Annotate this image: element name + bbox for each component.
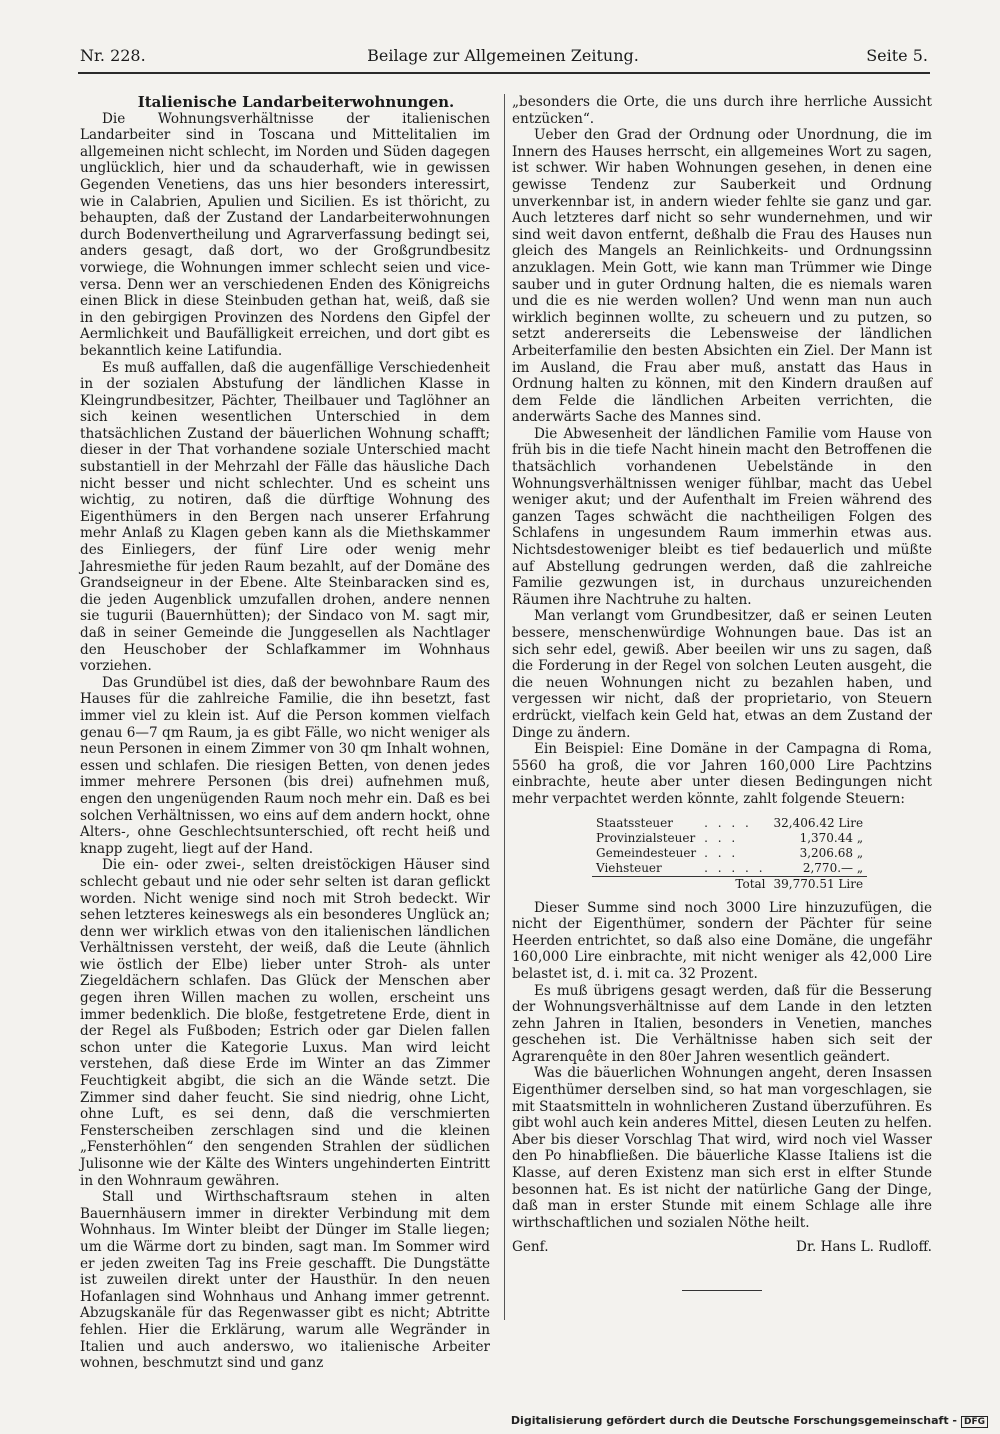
paragraph: Was die bäuerlichen Wohnungen angeht, deren Insassen Eigenthümer derselben sind, so hat man vorgeschlagen, sie mit Staatsmitteln in wohnlicheren Zustand überzuführen. Es gibt wohl auch kein anderes Mittel, diesen Leuten zu helfen. Aber bis dieser Vorschlag That wird, wird noch viel Wasser den Po hinabfließen. Die bäuerliche Klasse Italiens ist die Klasse, auf deren Existenz man sich erst in elfter Stunde besonnen hat. Es ist nicht der natürliche Gang der Dinge, daß man in erster Stunde mit einem Schlage alle ihre wirthschaftlichen und sozialen Nöthe heilt. xyxy=(512,1065,932,1231)
author: Dr. Hans L. Rudloff. xyxy=(796,1239,932,1256)
page-header xyxy=(78,46,928,70)
header-rule xyxy=(78,72,930,74)
end-rule xyxy=(682,1290,762,1291)
leader-dots: . . . . xyxy=(704,815,752,830)
paragraph: Es muß übrigens gesagt werden, daß für die Besserung der Wohnungsverhältnisse auf dem Lande in den letzten zehn Jahren in Italien, besonders in Venetien, manches geschehen ist. Die Verhältnisse haben sich seit der Agrarenquête in den 80er Jahren wesentlich geändert. xyxy=(512,982,932,1065)
signature-line xyxy=(512,1239,932,1256)
place: Genf. xyxy=(512,1239,549,1256)
tax-name: Gemeindesteuer xyxy=(596,845,697,860)
left-column xyxy=(80,94,490,1372)
column-divider xyxy=(504,94,505,1320)
table-row xyxy=(592,846,867,861)
paragraph: Die Abwesenheit der ländlichen Familie vom Hause von früh bis in die tiefe Nacht hinein macht den Betroffenen die thatsächlich vorhandenen Uebelstände in den Wohnungsverhältnissen weniger fühlbar, macht das Uebel weniger akut; und der Aufenthalt im Freien während des ganzen Tages schwächt die nachtheiligen Folgen des Schlafens in ungesundem Raum immerhin etwas aus. Nichtsdestoweniger bleibt es tief bedauerlich und müßte auf Abstellung gedrungen werden, daß die zahlreiche Familie gezwungen ist, in durchaus unzureichenden Räumen ihre Nachtruhe zu halten. xyxy=(512,425,932,608)
tax-value: 1,370.44 „ xyxy=(799,830,864,845)
supplement-title: Beilage zur Allgemeinen Zeitung. xyxy=(367,46,639,65)
credit-text: Digitalisierung gefördert durch die Deutsche Forschungsgemeinschaft - xyxy=(510,1414,957,1427)
issue-number: Nr. 228. xyxy=(80,46,146,65)
paragraph: Die ein- oder zwei-, selten dreistöckigen Häuser sind schlecht gebaut und nie oder sehr selten ist daran geflickt worden. Nicht wenige sind noch mit Stroh bedeckt. Wir sehen letzteres keineswegs als ein besonderes Unglück an; denn wer wirklich etwas von den italienischen ländlichen Verhältnissen versteht, der weiß, daß die Leute (ähnlich wie östlich der Elbe) lieber unter Stroh- als unter Ziegeldächern schlafen. Das Glück der Menschen aber gegen ihren Willen machen zu wollen, erscheint uns immer bedenklich. Die bloße, festgetretene Erde, dient in der Regel als Fußboden; Estrich oder gar Dielen fallen schon unter die Kategorie Luxus. Man wird leicht verstehen, daß diese Erde im Winter an das Zimmer Feuchtigkeit abgibt, die sich an die Wände setzt. Die Zimmer sind daher feucht. Sie sind niedrig, ohne Licht, ohne Luft, es sei denn, daß die verschmierten Fensterscheiben zerschlagen sind und die kleinen „Fensterhöhlen“ den sengenden Strahlen der südlichen Julisonne wie der Kälte des Winters ungehinderten Eintritt in den Wohnraum gewähren. xyxy=(80,857,490,1189)
dfg-logo: DFG xyxy=(961,1416,988,1428)
article-title: Italienische Landarbeiterwohnungen. xyxy=(137,93,455,111)
table-row xyxy=(592,816,867,831)
total-label: Total xyxy=(700,876,769,892)
paragraph: Ueber den Grad der Ordnung oder Unordnung, die im Innern des Hauses herrscht, ein allgemeines Wort zu sagen, ist schwer. Wir haben Wohnungen gesehen, in denen eine gewisse Tendenz zur Sauberkeit und Ordnung unverkennbar ist, in andern wieder fehlte sie ganz und gar. Auch letzteres darf nicht so sehr wundernehmen, und wir sind weit davon entfernt, deßhalb die Frau des Hauses nun gleich des Mangels an Reinlichkeits- und Ordnungssinn anzuklagen. Mein Gott, wie kann man Trümmer wie Dinge sauber und in guter Ordnung halten, die es niemals waren und die es nie werden wollen? Und wenn man nun auch wirklich beginnen wollte, zu scheuern und zu putzen, so setzt andererseits die Lebensweise der ländlichen Arbeiterfamilie den besten Absichten ein Ziel. Der Mann ist im Ausland, die Frau aber muß, anstatt das Haus in Ordnung halten zu können, mit den Kindern draußen auf dem Felde die ländlichen Arbeiten verrichten, die anderwärts Sache des Mannes sind. xyxy=(512,127,932,426)
paragraph: Ein Beispiel: Eine Domäne in der Campagna di Roma, 5560 ha groß, die vor Jahren 160,000 Lire Pachtzins einbrachte, heute aber unter diesen Bedingungen nicht mehr verpachtet werden könnte, zahlt folgende Steuern: xyxy=(512,741,932,807)
table-row xyxy=(592,861,867,877)
tax-value: 32,406.42 Lire xyxy=(773,815,864,830)
leader-dots: . . . xyxy=(704,830,739,845)
tax-name: Staatssteuer xyxy=(596,815,673,830)
total-value: 39,770.51 Lire xyxy=(770,876,868,892)
tax-value: 3,206.68 „ xyxy=(799,845,864,860)
paragraph: Dieser Summe sind noch 3000 Lire hinzuzufügen, die nicht der Eigenthümer, sondern der Pächter für seine Heerden entrichtet, so daß also eine Domäne, die ungefähr 160,000 Lire einbrachte, mit nicht weniger als 42,000 Lire belastet ist, d. i. mit ca. 32 Prozent. xyxy=(512,899,932,982)
tax-table xyxy=(592,816,867,892)
paragraph: Es muß auffallen, daß die augenfällige Verschiedenheit in der sozialen Abstufung der ländlichen Klasse in Kleingrundbesitzer, Pächter, Theilbauer und Taglöhner an sich keinen wesentlichen Unterschied in dem thatsächlichen Zustand der bäuerlichen Wohnung schafft; dieser in der That vorhandene soziale Unterschied macht substantiell in der Mehrzahl der Fälle das häusliche Dach nicht besser und nicht schlechter. Und es scheint uns wichtig, zu notiren, daß die dürftige Wohnung des Eigenthümers in den Bergen nach unserer Erfahrung mehr Anlaß zu Klagen geben kann als die Miethskammer des Einliegers, der fünf Lire oder wenig mehr Jahresmiethe für jeden Raum bezahlt, auf der Domäne des Grandseigneur in der Ebene. Alte Steinbaracken sind es, die jeden Augenblick umzufallen drohen, andere nennen sie tugurii (Bauernhütten); der Sindaco von M. sagt mir, daß in seiner Gemeinde die Junggesellen als Nachtlager den Heuschober der Schlafkammer im Wohnhaus vorziehen. xyxy=(80,359,490,675)
table-total-row xyxy=(592,876,867,892)
table-row xyxy=(592,831,867,846)
tax-name: Viehsteuer xyxy=(596,860,662,875)
tax-name: Provinzialsteuer xyxy=(596,830,696,845)
paragraph: Die Wohnungsverhältnisse der italienischen Landarbeiter sind in Toscana und Mittelitalien im allgemeinen nicht schlecht, im Norden und Süden dagegen unglücklich, hier und da schauderhaft, wie in gewissen Gegenden Venetiens, das uns hier besonders interessirt, wie in Calabrien, Apulien und Sicilien. Es ist thöricht, zu behaupten, daß der Zustand der Landarbeiterwohnungen durch Bodenvertheilung und Agrarverfassung bedingt sei, anders gesagt, daß dort, wo der Großgrundbesitz vorwiege, die Wohnungen immer schlecht seien und vice-versa. Denn wer an verschiedenen Enden des Königreichs einen Blick in diese Steinbuden gethan hat, weiß, daß sie in den gebirgigen Provinzen des Nordens den Gipfel der Aermlichkeit und Baufälligkeit erreichen, und dort gibt es bekanntlich keine Latifundia. xyxy=(80,110,490,359)
leader-dots: . . . xyxy=(704,845,739,860)
leader-dots: . . . . . xyxy=(704,860,766,875)
tax-value: 2,770.— „ xyxy=(802,860,864,875)
paragraph: Das Grundübel ist dies, daß der bewohnbare Raum des Hauses für die zahlreiche Familie, die ihn besetzt, fast immer viel zu klein ist. Auf die Person kommen vielfach genau 6—7 qm Raum, ja es gibt Fälle, wo nicht weniger als neun Personen in einem Zimmer von 30 qm Inhalt wohnen, essen und schlafen. Die riesigen Betten, von denen jedes immer mehrere Personen (bis drei) aufnehmen muß, engen den ungenügenden Raum noch mehr ein. Daß es bei solchen Verhältnissen, wo eins auf dem andern hockt, ohne Alters-, ohne Geschlechtsunterschied, oft recht heiß und knapp zugeht, liegt auf der Hand. xyxy=(80,674,490,857)
paragraph: Stall und Wirthschaftsraum stehen in alten Bauernhäusern immer in direkter Verbindung mit dem Wohnhaus. Im Winter bleibt der Dünger im Stalle liegen; um die Wärme dort zu binden, sagt man. Im Sommer wird er jeden zweiten Tag ins Freie geschafft. Die Dungstätte ist zuweilen direkt unter der Hausthür. In den neuen Hofanlagen sind Wohnhaus und Anhang immer getrennt. Abzugskanäle für das Regenwasser gibt es nicht; Abtritte fehlen. Hier die Erklärung, warum alle Wegränder in Italien und auch anderswo, wo italienische Arbeiter wohnen, beschmutzt sind und ganz xyxy=(80,1189,490,1372)
page-number: Seite 5. xyxy=(866,46,928,65)
digitization-credit xyxy=(511,1414,988,1428)
paragraph: „besonders die Orte, die uns durch ihre herrliche Aussicht entzücken“. xyxy=(512,94,932,127)
paragraph: Man verlangt vom Grundbesitzer, daß er seinen Leuten bessere, menschenwürdige Wohnungen baue. Das ist an sich sehr edel, gewiß. Aber beeilen wir uns zu sagen, daß die Forderung in der Regel von solchen Leuten ausgeht, die die neuen Wohnungen nicht zu bezahlen haben, und vergessen wir nicht, daß der proprietario, von Steuern erdrückt, vielfach kein Geld hat, etwas an dem Zustand der Dinge zu ändern. xyxy=(512,608,932,741)
right-column xyxy=(512,94,932,1291)
